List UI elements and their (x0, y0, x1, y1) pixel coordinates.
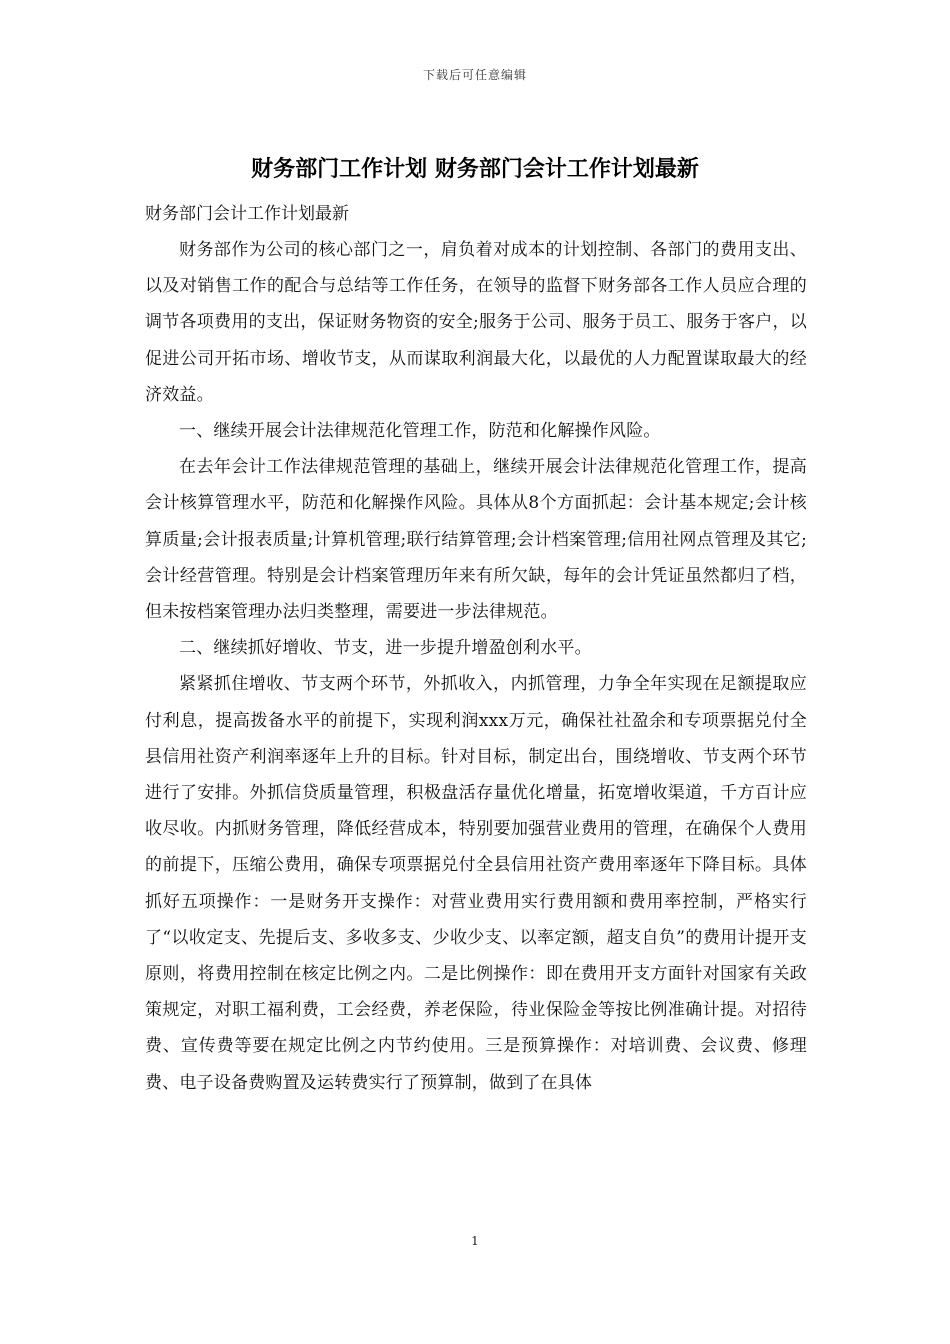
page-number: 1 (471, 1234, 479, 1248)
section-2-paragraph: 紧紧抓住增收、节支两个环节，外抓收入，内抓管理，力争全年实现在足额提取应付利息，提高拨备水平的前提下，实现利润xxx万元，确保社社盈余和专项票据兑付全县信用社资产利润率逐年上升的目标。针对目标，制定出台，围绕增收、节支两个环节进行了安排。外抓信贷质量管理，积极盘活存量优化增量，拓宽增收渠道，千方百计应收尽收。内抓财务管理，降低经营成本，特别要加强营业费用的管理，在确保个人费用的前提下，压缩公费用，确保专项票据兑付全县信用社资产费用率逐年下降目标。具体抓好五项操作：一是财务开支操作：对营业费用实行费用额和费用率控制，严格实行了“以收定支、先提后支、多收多支、少收少支、以率定额，超支自负”的费用计提开支原则，将费用控制在核定比例之内。二是比例操作：即在费用开支方面针对国家有关政策规定，对职工福利费，工会经费，养老保险，待业保险金等按比例准确计提。对招待费、宣传费等要在规定比例之内节约使用。三是预算操作：对培训费、会议费、修理费、电子设备费购置及运转费实行了预算制，做到了在具体 (145, 674, 807, 1093)
document-body (145, 196, 807, 1101)
intro-paragraph: 财务部作为公司的核心部门之一，肩负着对成本的计划控制、各部门的费用支出、以及对销售工作的配合与总结等工作任务，在领导的监督下财务部各工作人员应合理的调节各项费用的支出，保证财务物资的安全;服务于公司、服务于员工、服务于客户，以促进公司开拓市场、增收节支，从而谋取利润最大化，以最优的人力配置谋取最大的经济效益。 (145, 240, 807, 405)
section-1-paragraph: 在去年会计工作法律规范管理的基础上，继续开展会计法律规范化管理工作，提高会计核算管理水平，防范和化解操作风险。具体从8个方面抓起：会计基本规定;会计核算质量;会计报表质量;计算机管理;联行结算管理;会计档案管理;信用社网点管理及其它;会计经营管理。特别是会计档案管理历年来有所欠缺，每年的会计凭证虽然都归了档，但未按档案管理办法归类整理，需要进一步法律规范。 (145, 457, 807, 623)
section-heading-1: 一、继续开展会计法律规范化管理工作，防范和化解操作风险。 (179, 421, 661, 442)
section-heading-2: 二、继续抓好增收、节支，进一步提升增盈创利水平。 (179, 638, 592, 659)
document-title: 财务部门工作计划 财务部门会计工作计划最新 (251, 156, 699, 182)
document-subtitle: 财务部门会计工作计划最新 (145, 204, 349, 224)
header-note: 下载后可任意编辑 (422, 68, 527, 82)
